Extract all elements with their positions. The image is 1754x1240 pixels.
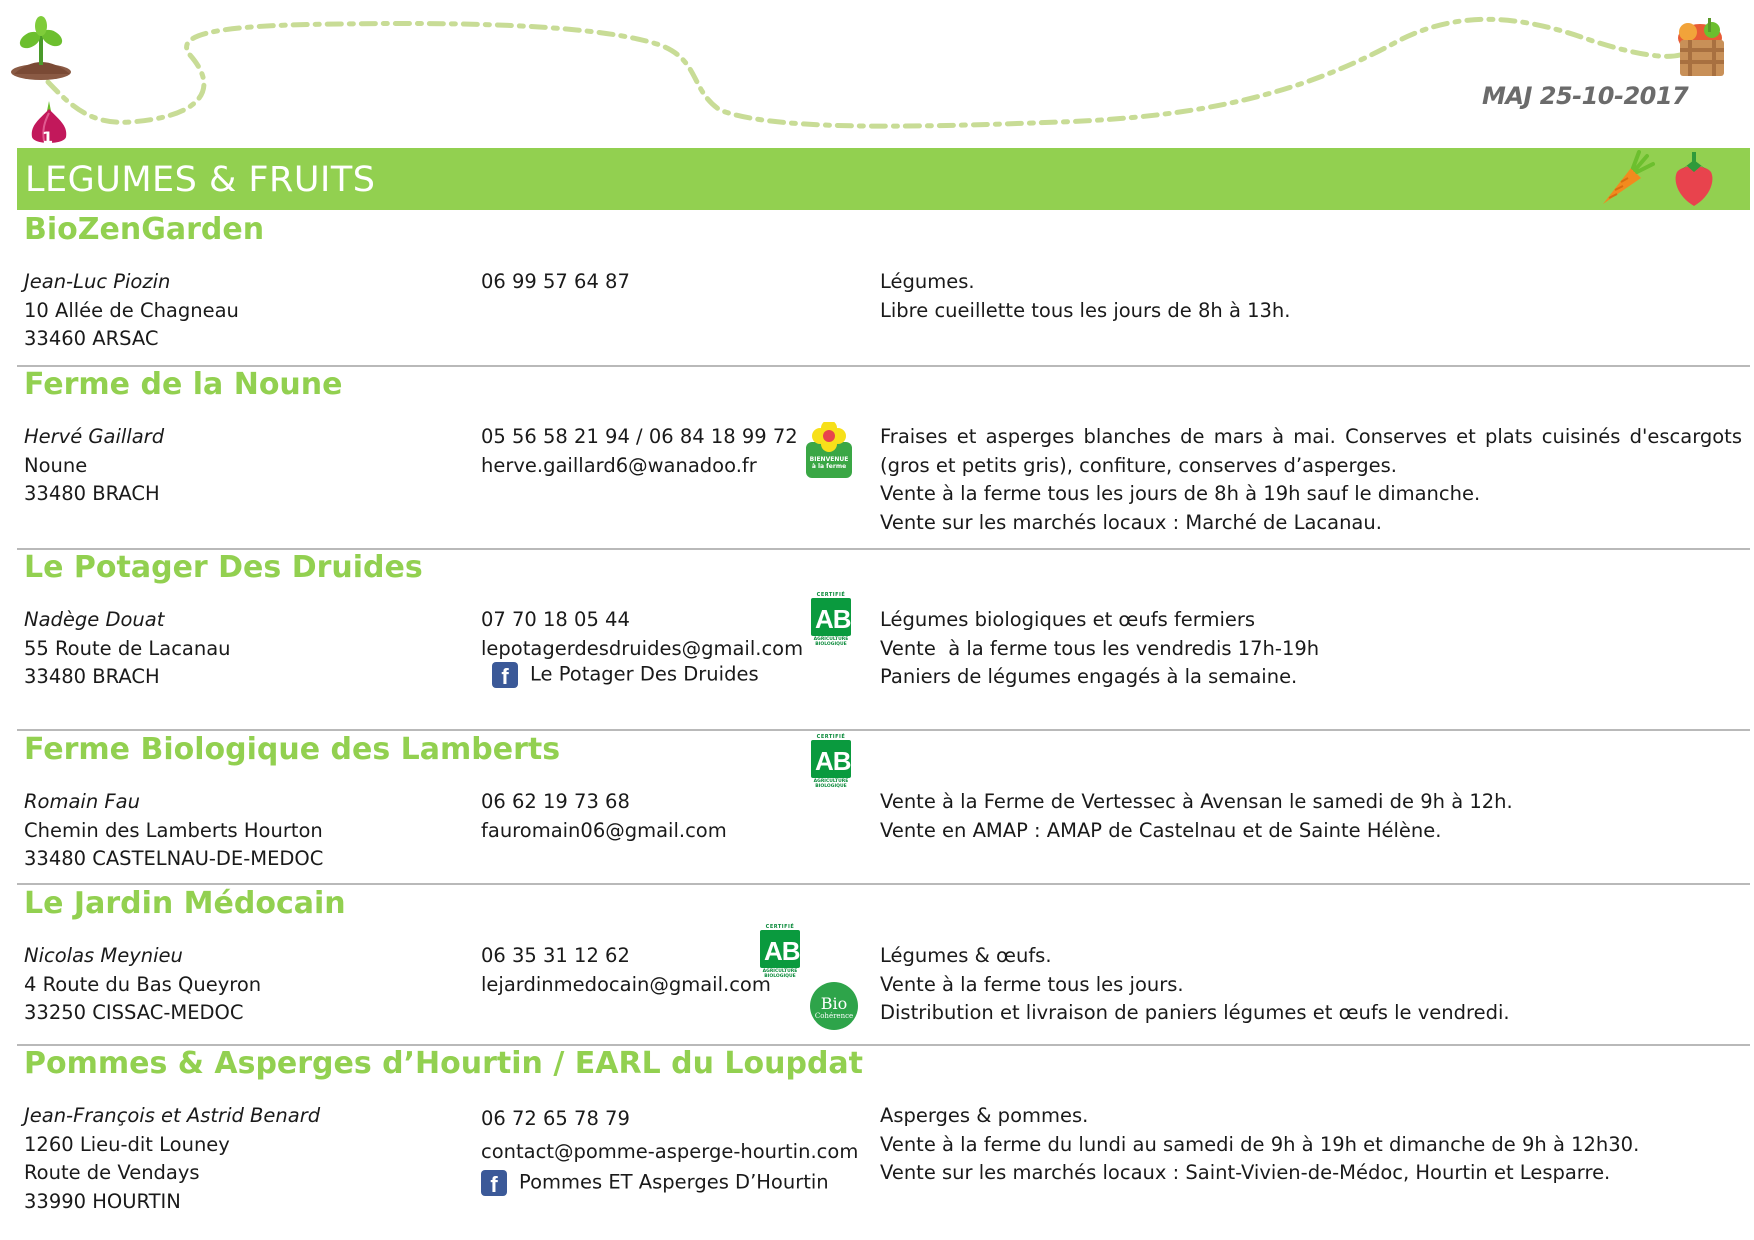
dotted-path [48, 19, 1680, 126]
description-line: Légumes & œufs. [880, 944, 1052, 967]
producer-address [24, 1102, 320, 1216]
producer-entry [17, 1046, 1750, 1236]
address-line: 33480 BRACH [24, 665, 160, 688]
producer-description [880, 268, 1742, 325]
contact-person: Jean-Luc Piozin [24, 270, 171, 293]
address-line: 33480 CASTELNAU-DE-MEDOC [24, 847, 324, 870]
sprout-icon [11, 16, 71, 80]
description-line: Distribution et livraison de paniers légumes et œufs le vendredi. [880, 1001, 1510, 1024]
address-line: Route de Vendays [24, 1161, 200, 1184]
section-title: LEGUMES & FRUITS [25, 160, 376, 200]
crate-icon [1678, 18, 1724, 76]
ab-logo-top: CERTIFIÉ [816, 592, 846, 598]
ab-mark: AB [815, 604, 851, 634]
bio-mark: Bio [820, 994, 848, 1013]
description-line: Vente en AMAP : AMAP de Castelnau et de Sainte Hélène. [880, 818, 1442, 842]
description-line: Vente à la Ferme de Vertessec à Avensan le samedi de 9h à 12h. [880, 790, 1513, 813]
ab-logo-top: CERTIFIÉ [765, 924, 795, 930]
producer-address [24, 606, 231, 692]
bio-coherence-logo [810, 982, 858, 1030]
ab-logo [810, 592, 852, 648]
contact-person: Nadège Douat [24, 608, 165, 631]
ab-logo-bottom: AGRICULTURE BIOLOGIQUE [813, 637, 849, 647]
contact-person: Jean-François et Astrid Benard [24, 1104, 321, 1127]
address-line: 33250 CISSAC-MEDOC [24, 1001, 244, 1024]
description-line: Légumes biologiques et œufs fermiers [880, 608, 1256, 631]
address-line: Chemin des Lamberts Hourton [24, 818, 323, 842]
producer-name: BioZenGarden [24, 212, 265, 247]
description-line: Vente sur les marchés locaux : Saint-Vivien-de-Médoc, Hourtin et Lesparre. [880, 1161, 1611, 1184]
address-line: 55 Route de Lacanau [24, 636, 231, 660]
producer-address [24, 268, 239, 354]
ab-logo-top: CERTIFIÉ [816, 734, 846, 740]
email-address[interactable]: lepotagerdesdruides@gmail.com [481, 636, 804, 660]
producer-name: Le Potager Des Druides [24, 550, 423, 585]
phone-number: 06 72 65 78 79 [481, 1107, 630, 1130]
phone-number: 06 62 19 73 68 [481, 790, 630, 813]
producer-entry [17, 367, 1750, 547]
producer-address [24, 788, 323, 874]
bio-sub: Cohérence [814, 1012, 854, 1020]
producer-contacts [481, 942, 771, 999]
producer-entry [17, 212, 1750, 362]
logo-text: BIENVENUE à la ferme [809, 456, 849, 470]
producer-name: Ferme de la Noune [24, 367, 343, 402]
producer-description [880, 788, 1742, 845]
description-line: Vente à la ferme du lundi au samedi de 9h à 19h et dimanche de 9h à 12h30. [880, 1132, 1640, 1156]
description-line: Légumes. [880, 270, 975, 293]
address-line: Noune [24, 453, 88, 477]
separator [17, 729, 1750, 731]
description-line: Fraises et asperges blanches de mars à mai. Conserves et plats cuisinés d'escargots (gros et petits gris), confiture, conserves d’asperges. [880, 425, 1742, 477]
email-address[interactable]: contact@pomme-asperge-hourtin.com [481, 1140, 859, 1163]
producer-contacts [481, 788, 727, 845]
phone-number: 05 56 58 21 94 / 06 84 18 99 72 [481, 425, 798, 448]
description-line: Paniers de légumes engagés à la semaine. [880, 665, 1298, 688]
ab-mark: AB [764, 936, 800, 966]
producer-entry [17, 886, 1750, 1036]
update-date: MAJ 25-10-2017 [1482, 82, 1689, 110]
producer-description [880, 423, 1742, 537]
address-line: 33460 ARSAC [24, 327, 159, 350]
ab-logo [810, 734, 852, 790]
section-banner [17, 148, 1750, 210]
producer-description [880, 606, 1742, 692]
bienvenue-ferme-logo [804, 422, 854, 480]
producer-description [880, 1102, 1742, 1188]
producer-name: Ferme Biologique des Lamberts [24, 732, 561, 767]
facebook-page-name: Pommes ET Asperges D’Hourtin [519, 1170, 829, 1194]
ab-mark: AB [815, 746, 851, 776]
producer-contacts [481, 606, 803, 663]
address-line: 33990 HOURTIN [24, 1189, 181, 1213]
description-line: Vente à la ferme tous les vendredis 17h-19h [880, 636, 1320, 660]
ab-logo-bottom: AGRICULTURE BIOLOGIQUE [813, 779, 849, 789]
producer-address [24, 423, 164, 509]
ab-logo-bottom: AGRICULTURE BIOLOGIQUE [762, 969, 798, 979]
email-address[interactable]: fauromain06@gmail.com [481, 818, 727, 842]
description-line: Vente à la ferme tous les jours de 8h à 19h sauf le dimanche. [880, 482, 1481, 505]
facebook-link[interactable] [492, 662, 759, 688]
facebook-icon: f [481, 1170, 507, 1196]
address-line: 4 Route du Bas Queyron [24, 972, 262, 996]
facebook-icon: f [492, 662, 518, 688]
description-line: Vente sur les marchés locaux : Marché de Lacanau. [880, 510, 1382, 534]
phone-number: 06 99 57 64 87 [481, 270, 630, 293]
producer-contacts [481, 268, 630, 297]
flower-icon [804, 422, 854, 480]
contact-person: Hervé Gaillard [24, 425, 165, 448]
email-address[interactable]: herve.gaillard6@wanadoo.fr [481, 453, 757, 477]
header-decoration [0, 0, 1754, 150]
page-number: 1 [42, 128, 54, 147]
producer-contacts [481, 1102, 858, 1168]
carrot-icon [1595, 150, 1655, 208]
facebook-link[interactable] [481, 1170, 829, 1196]
separator [17, 883, 1750, 885]
contact-person: Romain Fau [24, 790, 140, 813]
phone-number: 06 35 31 12 62 [481, 944, 630, 967]
strawberry-icon [1669, 150, 1719, 208]
producer-name: Le Jardin Médocain [24, 886, 346, 921]
producer-name: Pommes & Asperges d’Hourtin / EARL du Loupdat [24, 1046, 864, 1081]
address-line: 1260 Lieu-dit Louney [24, 1132, 230, 1156]
ab-logo [759, 924, 801, 980]
description-line: Asperges & pommes. [880, 1104, 1089, 1127]
facebook-page-name: Le Potager Des Druides [530, 662, 759, 686]
producer-description [880, 942, 1742, 1028]
producer-entry [17, 732, 1750, 882]
producer-entry [17, 550, 1750, 730]
address-line: 10 Allée de Chagneau [24, 298, 239, 322]
email-address[interactable]: lejardinmedocain@gmail.com [481, 972, 771, 996]
producer-address [24, 942, 261, 1028]
description-line: Libre cueillette tous les jours de 8h à 13h. [880, 298, 1291, 322]
phone-number: 07 70 18 05 44 [481, 608, 630, 631]
producer-contacts [481, 423, 798, 480]
description-line: Vente à la ferme tous les jours. [880, 972, 1184, 996]
address-line: 33480 BRACH [24, 482, 160, 505]
contact-person: Nicolas Meynieu [24, 944, 183, 967]
